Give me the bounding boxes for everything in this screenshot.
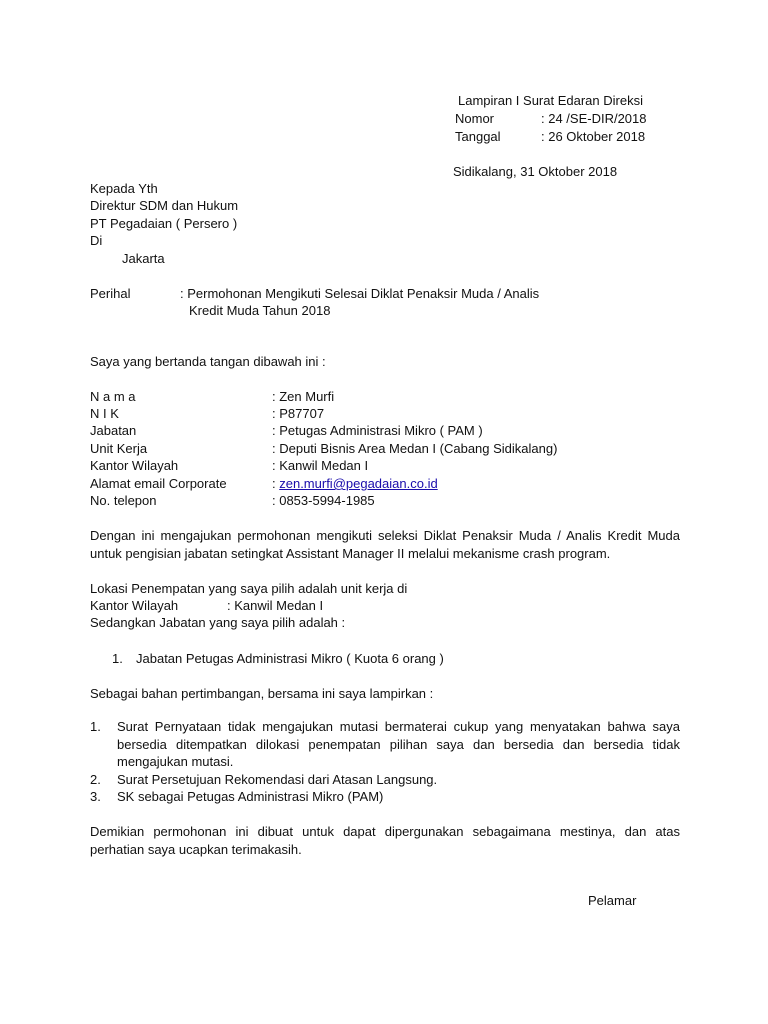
position-choice-number: 1. (112, 651, 123, 666)
identity-label: Unit Kerja (90, 441, 148, 456)
identity-value: : Zen Murfi (272, 389, 335, 404)
email-colon: : (272, 476, 280, 491)
list-item-number: 2. (90, 772, 101, 787)
identity-value: : Kanwil Medan I (272, 458, 369, 473)
recipient-line-1: Kepada Yth (90, 181, 158, 196)
identity-row-name (90, 388, 690, 406)
identity-value (272, 475, 438, 493)
identity-value: : Deputi Bisnis Area Medan I (Cabang Sidikalang) (272, 441, 558, 456)
list-item (90, 788, 680, 806)
identity-row-email (90, 475, 690, 493)
signature-label: Pelamar (588, 893, 637, 908)
location-line-1: Lokasi Penempatan yang saya pilih adalah unit kerja di (90, 581, 408, 596)
attachment-title: Lampiran I Surat Edaran Direksi (458, 93, 643, 108)
list-item (90, 718, 680, 771)
location-line-3: Sedangkan Jabatan yang saya pilih adalah : (90, 615, 346, 630)
recipient-line-2: Direktur SDM dan Hukum (90, 198, 239, 213)
tanggal-label: Tanggal (455, 129, 501, 144)
nomor-label: Nomor (455, 111, 495, 126)
request-paragraph: Dengan ini mengajukan permohonan mengikuti seleksi Diklat Penaksir Muda / Analis Kredit Muda untuk pengisian jabatan setingkat Assistant Manager II melalui mekanisme crash program. (90, 528, 680, 561)
subject-line-2: Kredit Muda Tahun 2018 (189, 303, 331, 318)
list-item-text: Surat Persetujuan Rekomendasi dari Atasan Langsung. (117, 772, 438, 787)
identity-label: Alamat email Corporate (90, 476, 227, 491)
subject-line-1: : Permohonan Mengikuti Selesai Diklat Penaksir Muda / Analis (180, 286, 540, 301)
list-item-number: 1. (90, 719, 101, 734)
nomor-value: : 24 /SE-DIR/2018 (541, 111, 647, 126)
identity-value: : P87707 (272, 406, 325, 421)
list-item-number: 3. (90, 789, 101, 804)
identity-label: No. telepon (90, 493, 157, 508)
identity-row-kantor-wilayah (90, 457, 690, 475)
identity-label: Jabatan (90, 423, 137, 438)
identity-label: N I K (90, 406, 119, 421)
identity-value: : 0853-5994-1985 (272, 493, 375, 508)
list-item-text: Surat Pernyataan tidak mengajukan mutasi bermaterai cukup yang menyatakan bahwa saya bersedia ditempatkan dilokasi penempatan pilihan saya dan bersedia dan bersedia tidak mengajukan mutasi. (117, 719, 680, 769)
kanwil-label: Kantor Wilayah (90, 598, 179, 613)
identity-row-jabatan (90, 422, 690, 440)
kanwil-value: : Kanwil Medan I (227, 598, 324, 613)
position-choice-text: Jabatan Petugas Administrasi Mikro ( Kuota 6 orang ) (136, 651, 444, 666)
identity-row-telepon (90, 492, 690, 510)
identity-value: : Petugas Administrasi Mikro ( PAM ) (272, 423, 483, 438)
identity-row-unit-kerja (90, 440, 690, 458)
recipient-line-4: Di (90, 233, 103, 248)
email-link[interactable]: zen.murfi@pegadaian.co.id (279, 476, 438, 491)
recipient-city: Jakarta (122, 251, 165, 266)
recipient-line-3: PT Pegadaian ( Persero ) (90, 216, 238, 231)
closing-paragraph: Demikian permohonan ini dibuat untuk dapat dipergunakan sebagaimana mestinya, dan atas perhatian saya ucapkan terimakasih. (90, 824, 680, 857)
identity-row-nik (90, 405, 690, 423)
list-item (90, 771, 680, 789)
identity-label: Kantor Wilayah (90, 458, 179, 473)
place-date: Sidikalang, 31 Oktober 2018 (453, 164, 618, 179)
identity-label: N a m a (90, 389, 136, 404)
list-item-text: SK sebagai Petugas Administrasi Mikro (PAM) (117, 789, 384, 804)
attachments-intro: Sebagai bahan pertimbangan, bersama ini saya lampirkan : (90, 686, 434, 701)
intro-text: Saya yang bertanda tangan dibawah ini : (90, 354, 326, 369)
tanggal-value: : 26 Oktober 2018 (541, 129, 646, 144)
subject-label: Perihal (90, 286, 131, 301)
